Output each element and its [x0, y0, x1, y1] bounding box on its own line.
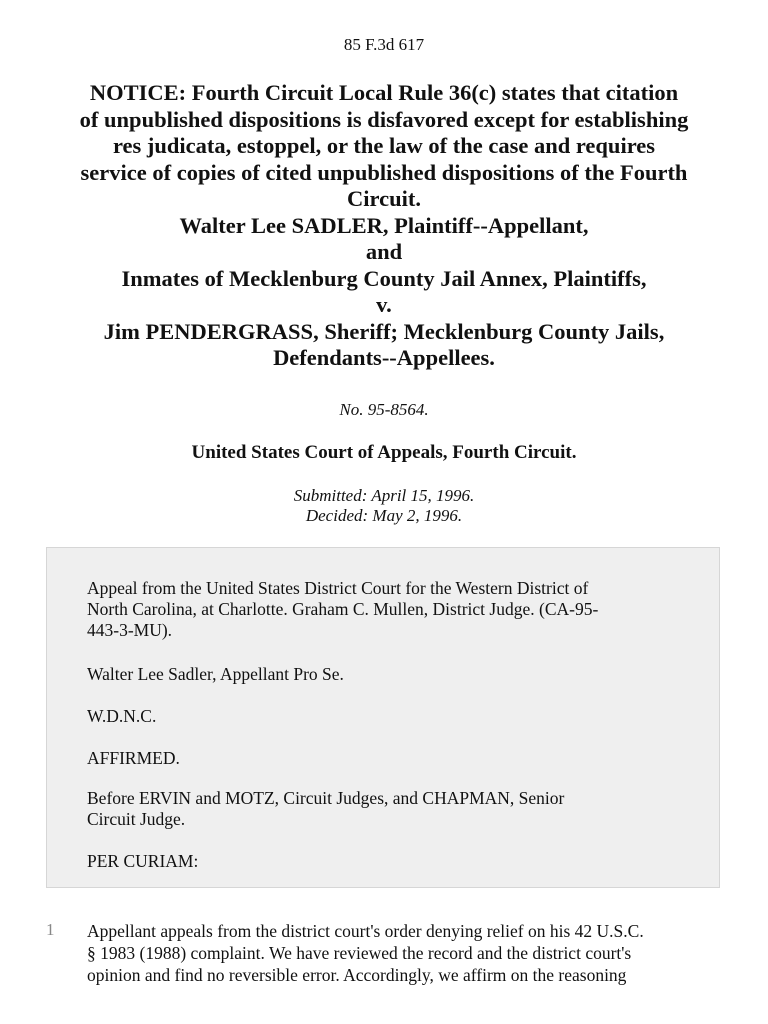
notice-line: of unpublished dispositions is disfavored except for establishing — [79, 106, 689, 132]
notice-line: NOTICE: Fourth Circuit Local Rule 36(c) states that citation — [89, 80, 679, 105]
party-line: Inmates of Mecklenburg County Jail Annex, Plaintiffs, — [121, 265, 647, 291]
paragraph-line: Appellant appeals from the district court's order denying relief on his 42 U.S.C. — [87, 921, 644, 941]
paragraph-line: opinion and find no reversible error. Accordingly, we affirm on the reasoning — [87, 965, 627, 985]
party-line: and — [365, 239, 403, 264]
paragraph-text — [87, 920, 727, 986]
notice-line: res judicata, estoppel, or the law of the case and requires — [112, 133, 656, 158]
party-line: Walter Lee SADLER, Plaintiff--Appellant, — [179, 212, 589, 238]
decision-dates — [0, 486, 768, 526]
district-abbrev: W.D.N.C. — [87, 706, 157, 726]
court-name: United States Court of Appeals, Fourth Circuit. — [191, 442, 577, 463]
appeal-info — [87, 578, 687, 641]
case-summary-box — [46, 547, 720, 888]
per-curiam: PER CURIAM: — [87, 851, 199, 871]
reporter-citation: 85 F.3d 617 — [343, 35, 425, 54]
submitted-date: Submitted: April 15, 1996. — [293, 486, 475, 505]
party-line: v. — [376, 292, 392, 317]
appeal-line: North Carolina, at Charlotte. Graham C. Mullen, District Judge. (CA-95- — [87, 599, 599, 619]
case-heading — [40, 80, 728, 372]
panel-judges — [87, 788, 687, 830]
appeal-line: Appeal from the United States District Court for the Western District of — [87, 578, 589, 598]
decided-date: Decided: May 2, 1996. — [305, 506, 463, 525]
disposition: AFFIRMED. — [87, 748, 180, 768]
appeal-line: 443-3-MU). — [87, 620, 173, 640]
paragraph-line: § 1983 (1988) complaint. We have reviewed the record and the district court's — [87, 943, 632, 963]
panel-line: Before ERVIN and MOTZ, Circuit Judges, and CHAPMAN, Senior — [87, 788, 565, 808]
notice-line: Circuit. — [347, 186, 421, 211]
appellant-counsel: Walter Lee Sadler, Appellant Pro Se. — [87, 664, 344, 684]
docket-number: No. 95-8564. — [339, 400, 429, 419]
party-line: Defendants--Appellees. — [273, 345, 495, 370]
paragraph-number: 1 — [46, 920, 55, 939]
notice-line: service of copies of cited unpublished dispositions of the Fourth — [80, 159, 688, 185]
party-line: Jim PENDERGRASS, Sheriff; Mecklenburg County Jails, — [103, 318, 665, 344]
panel-line: Circuit Judge. — [87, 809, 186, 829]
